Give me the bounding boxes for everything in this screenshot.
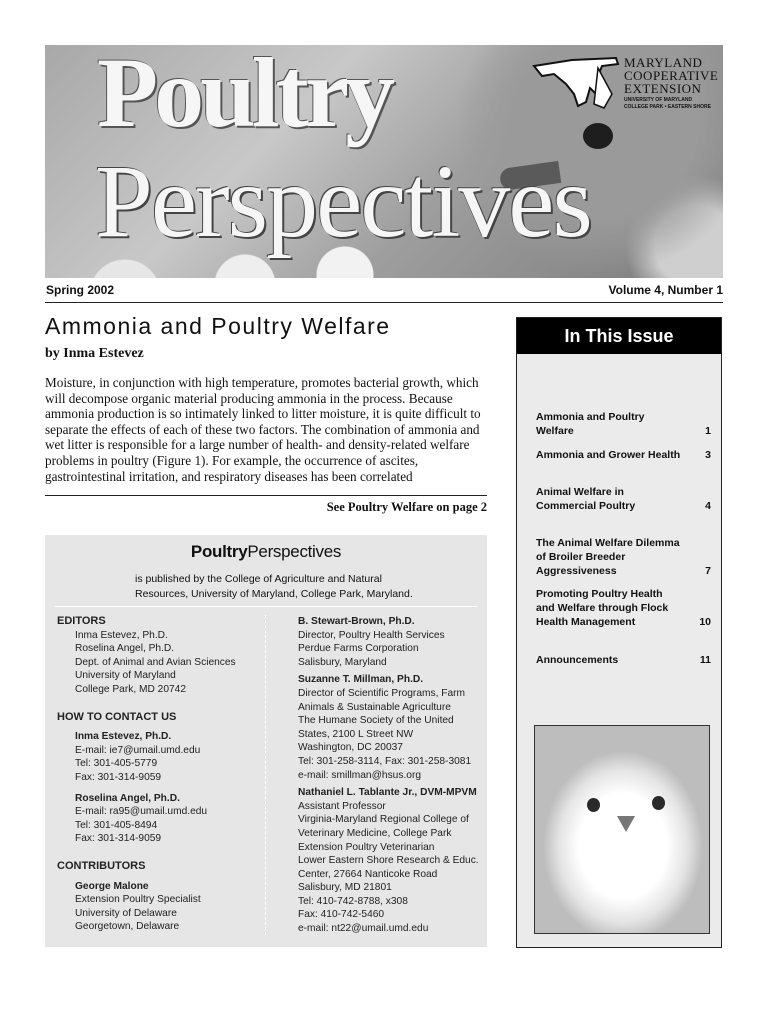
contact-email[interactable]: E-mail: ie7@umail.umd.edu bbox=[75, 744, 201, 756]
contact-fax: Fax: 301-314-9059 bbox=[75, 833, 162, 845]
masthead-title-poultry: Poultry bbox=[97, 45, 392, 148]
extension-logo bbox=[532, 54, 722, 114]
publication-info-box bbox=[45, 535, 487, 947]
editor-line: Roselina Angel, Ph.D. bbox=[75, 643, 175, 655]
logo-text-cooperative: COOPERATIVE bbox=[624, 68, 719, 83]
toc-item-page: 11 bbox=[699, 654, 711, 666]
article-paragraph: Moisture, in conjunction with high temperature, promotes bacterial growth, which will decompose organic material producing ammonia in the process. Because ammonia production is so intimately linked to litter moisture, it is quite difficult to separate the effects of each of these two factors. The combination of ammonia and wet litter is responsible for a large number of health- and density-related welfare problems in poultry (Figure 1). For example, the occurrence of ascites, gastrointestinal irritation, and respiratory diseases has been correlated bbox=[45, 375, 481, 484]
editor-line: Dept. of Animal and Avian Sciences bbox=[75, 656, 236, 668]
toc-item-page: 10 bbox=[699, 616, 711, 628]
maryland-map-icon bbox=[532, 54, 622, 114]
box-column-divider bbox=[265, 615, 266, 935]
logo-text-campuses: COLLEGE PARK • EASTERN SHORE bbox=[624, 104, 711, 110]
contributor-entry bbox=[57, 880, 262, 934]
contact-tel: Tel: 301-405-8494 bbox=[75, 819, 158, 831]
contributor-line: Perdue Farms Corporation bbox=[298, 643, 419, 655]
contributor-line: University of Delaware bbox=[75, 907, 177, 919]
contributor-line: Salisbury, MD 21801 bbox=[298, 882, 392, 894]
chick-right-eye bbox=[652, 796, 665, 810]
contact-name: Inma Estevez, Ph.D. bbox=[75, 731, 172, 743]
masthead-title-perspectives: Perspectives bbox=[95, 144, 591, 259]
continued-on-page-link[interactable]: See Poultry Welfare on page 2 bbox=[326, 500, 487, 514]
contributor-entry bbox=[298, 615, 483, 669]
contributor-line: Lower Eastern Shore Research & Educ. bbox=[298, 855, 479, 867]
editors-list bbox=[57, 629, 262, 697]
toc-item-page: 4 bbox=[705, 500, 711, 512]
logo-text-maryland: MARYLAND bbox=[624, 55, 703, 70]
contact-tel: Tel: 301-405-5779 bbox=[75, 758, 158, 770]
contributor-line: The Humane Society of the United bbox=[298, 715, 454, 727]
box-left-column bbox=[57, 615, 262, 934]
editors-heading: EDITORS bbox=[57, 615, 106, 627]
box-brand-rest: Perspectives bbox=[247, 542, 342, 561]
contributor-name: George Malone bbox=[75, 880, 149, 892]
toc-item-page: 3 bbox=[705, 449, 711, 461]
sidebar-heading: In This Issue bbox=[517, 318, 721, 354]
chick-left-eye bbox=[587, 798, 600, 812]
contributor-line: Tel: 301-258-3114, Fax: 301-258-3081 bbox=[298, 755, 472, 767]
issue-volume: Volume 4, Number 1 bbox=[608, 283, 723, 297]
toc-item[interactable] bbox=[536, 653, 711, 667]
contributor-name: Suzanne T. Millman, Ph.D. bbox=[298, 674, 424, 686]
toc-item-page: 1 bbox=[705, 425, 711, 437]
contributor-entry bbox=[298, 673, 483, 782]
toc-item-title: Ammonia and Grower Health bbox=[536, 449, 681, 461]
header-divider bbox=[45, 302, 723, 303]
contributor-line: Washington, DC 20037 bbox=[298, 742, 403, 754]
contact-entry bbox=[57, 792, 262, 846]
toc-item-title: Animal Welfare in Commercial Poultry bbox=[536, 486, 636, 512]
contact-heading: HOW TO CONTACT US bbox=[57, 710, 177, 723]
article-title: Ammonia and Poultry Welfare bbox=[45, 313, 391, 339]
toc-item-title: Promoting Poultry Health and Welfare through Flock Health Management bbox=[536, 588, 669, 628]
editor-line: College Park, MD 20742 bbox=[75, 683, 186, 695]
contributor-line: Assistant Professor bbox=[298, 800, 386, 812]
issue-date: Spring 2002 bbox=[46, 283, 115, 297]
article-body bbox=[45, 375, 490, 484]
contributor-line: Fax: 410-742-5460 bbox=[298, 909, 385, 921]
toc-item-title: Ammonia and Poultry Welfare bbox=[536, 411, 645, 437]
contributor-line: Animals & Sustainable Agriculture bbox=[298, 701, 451, 713]
logo-text-university: UNIVERSITY OF MARYLAND bbox=[624, 97, 693, 103]
box-brand-bold: Poultry bbox=[190, 542, 248, 561]
contributor-line: Director of Scientific Programs, Farm bbox=[298, 687, 465, 699]
contributor-line: Extension Poultry Specialist bbox=[75, 894, 201, 906]
logo-text-extension: EXTENSION bbox=[624, 81, 702, 96]
box-brand bbox=[45, 542, 487, 562]
contributor-line: Veterinary Medicine, College Park bbox=[298, 827, 452, 839]
contributor-entry bbox=[298, 786, 483, 936]
toc-item[interactable] bbox=[536, 536, 711, 578]
contributors-heading: CONTRIBUTORS bbox=[57, 859, 146, 872]
masthead-banner bbox=[45, 45, 723, 278]
chick-photo bbox=[534, 725, 710, 934]
box-right-column bbox=[298, 615, 483, 936]
toc-item[interactable] bbox=[536, 587, 711, 629]
contributor-name: B. Stewart-Brown, Ph.D. bbox=[298, 616, 415, 627]
contributor-line: Virginia-Maryland Regional College of bbox=[298, 814, 469, 826]
chick-beak bbox=[617, 816, 635, 832]
contributor-line: States, 2100 L Street NW bbox=[298, 728, 414, 740]
contact-email[interactable]: E-mail: ra95@umail.umd.edu bbox=[75, 806, 208, 818]
contributor-email[interactable]: e-mail: nt22@umail.umd.edu bbox=[298, 923, 429, 935]
toc-item-page: 7 bbox=[705, 565, 711, 577]
contributor-line: Tel: 410-742-8788, x308 bbox=[298, 895, 408, 907]
toc-item[interactable] bbox=[536, 410, 711, 438]
article-divider bbox=[45, 495, 487, 496]
contributor-line: Salisbury, Maryland bbox=[298, 656, 387, 668]
contact-entry bbox=[57, 730, 262, 784]
publisher-statement: is published by the College of Agriculture and Natural Resources, University of Maryland, College Park, Maryland. bbox=[135, 573, 413, 600]
contributor-line: Georgetown, Delaware bbox=[75, 921, 180, 933]
contributor-email[interactable]: e-mail: smillman@hsus.org bbox=[298, 769, 422, 781]
article-byline: by Inma Estevez bbox=[45, 346, 144, 361]
toc-item[interactable] bbox=[536, 485, 711, 513]
editor-line: University of Maryland bbox=[75, 670, 176, 682]
contributor-line: Extension Poultry Veterinarian bbox=[298, 841, 435, 853]
toc-item[interactable] bbox=[536, 448, 711, 462]
in-this-issue-sidebar bbox=[516, 317, 722, 948]
contributor-line: Director, Poultry Health Services bbox=[298, 629, 445, 641]
editor-line: Inma Estevez, Ph.D. bbox=[75, 629, 168, 641]
contact-fax: Fax: 301-314-9059 bbox=[75, 771, 162, 783]
contributor-line: Center, 27664 Nanticoke Road bbox=[298, 868, 438, 880]
contributor-name: Nathaniel L. Tablante Jr., DVM-MPVM bbox=[298, 787, 477, 799]
toc-item-title: Announcements bbox=[536, 654, 619, 666]
toc-item-title: The Animal Welfare Dilemma of Broiler Breeder Aggressiveness bbox=[536, 537, 680, 577]
contact-name: Roselina Angel, Ph.D. bbox=[75, 792, 180, 804]
box-divider bbox=[55, 606, 477, 607]
